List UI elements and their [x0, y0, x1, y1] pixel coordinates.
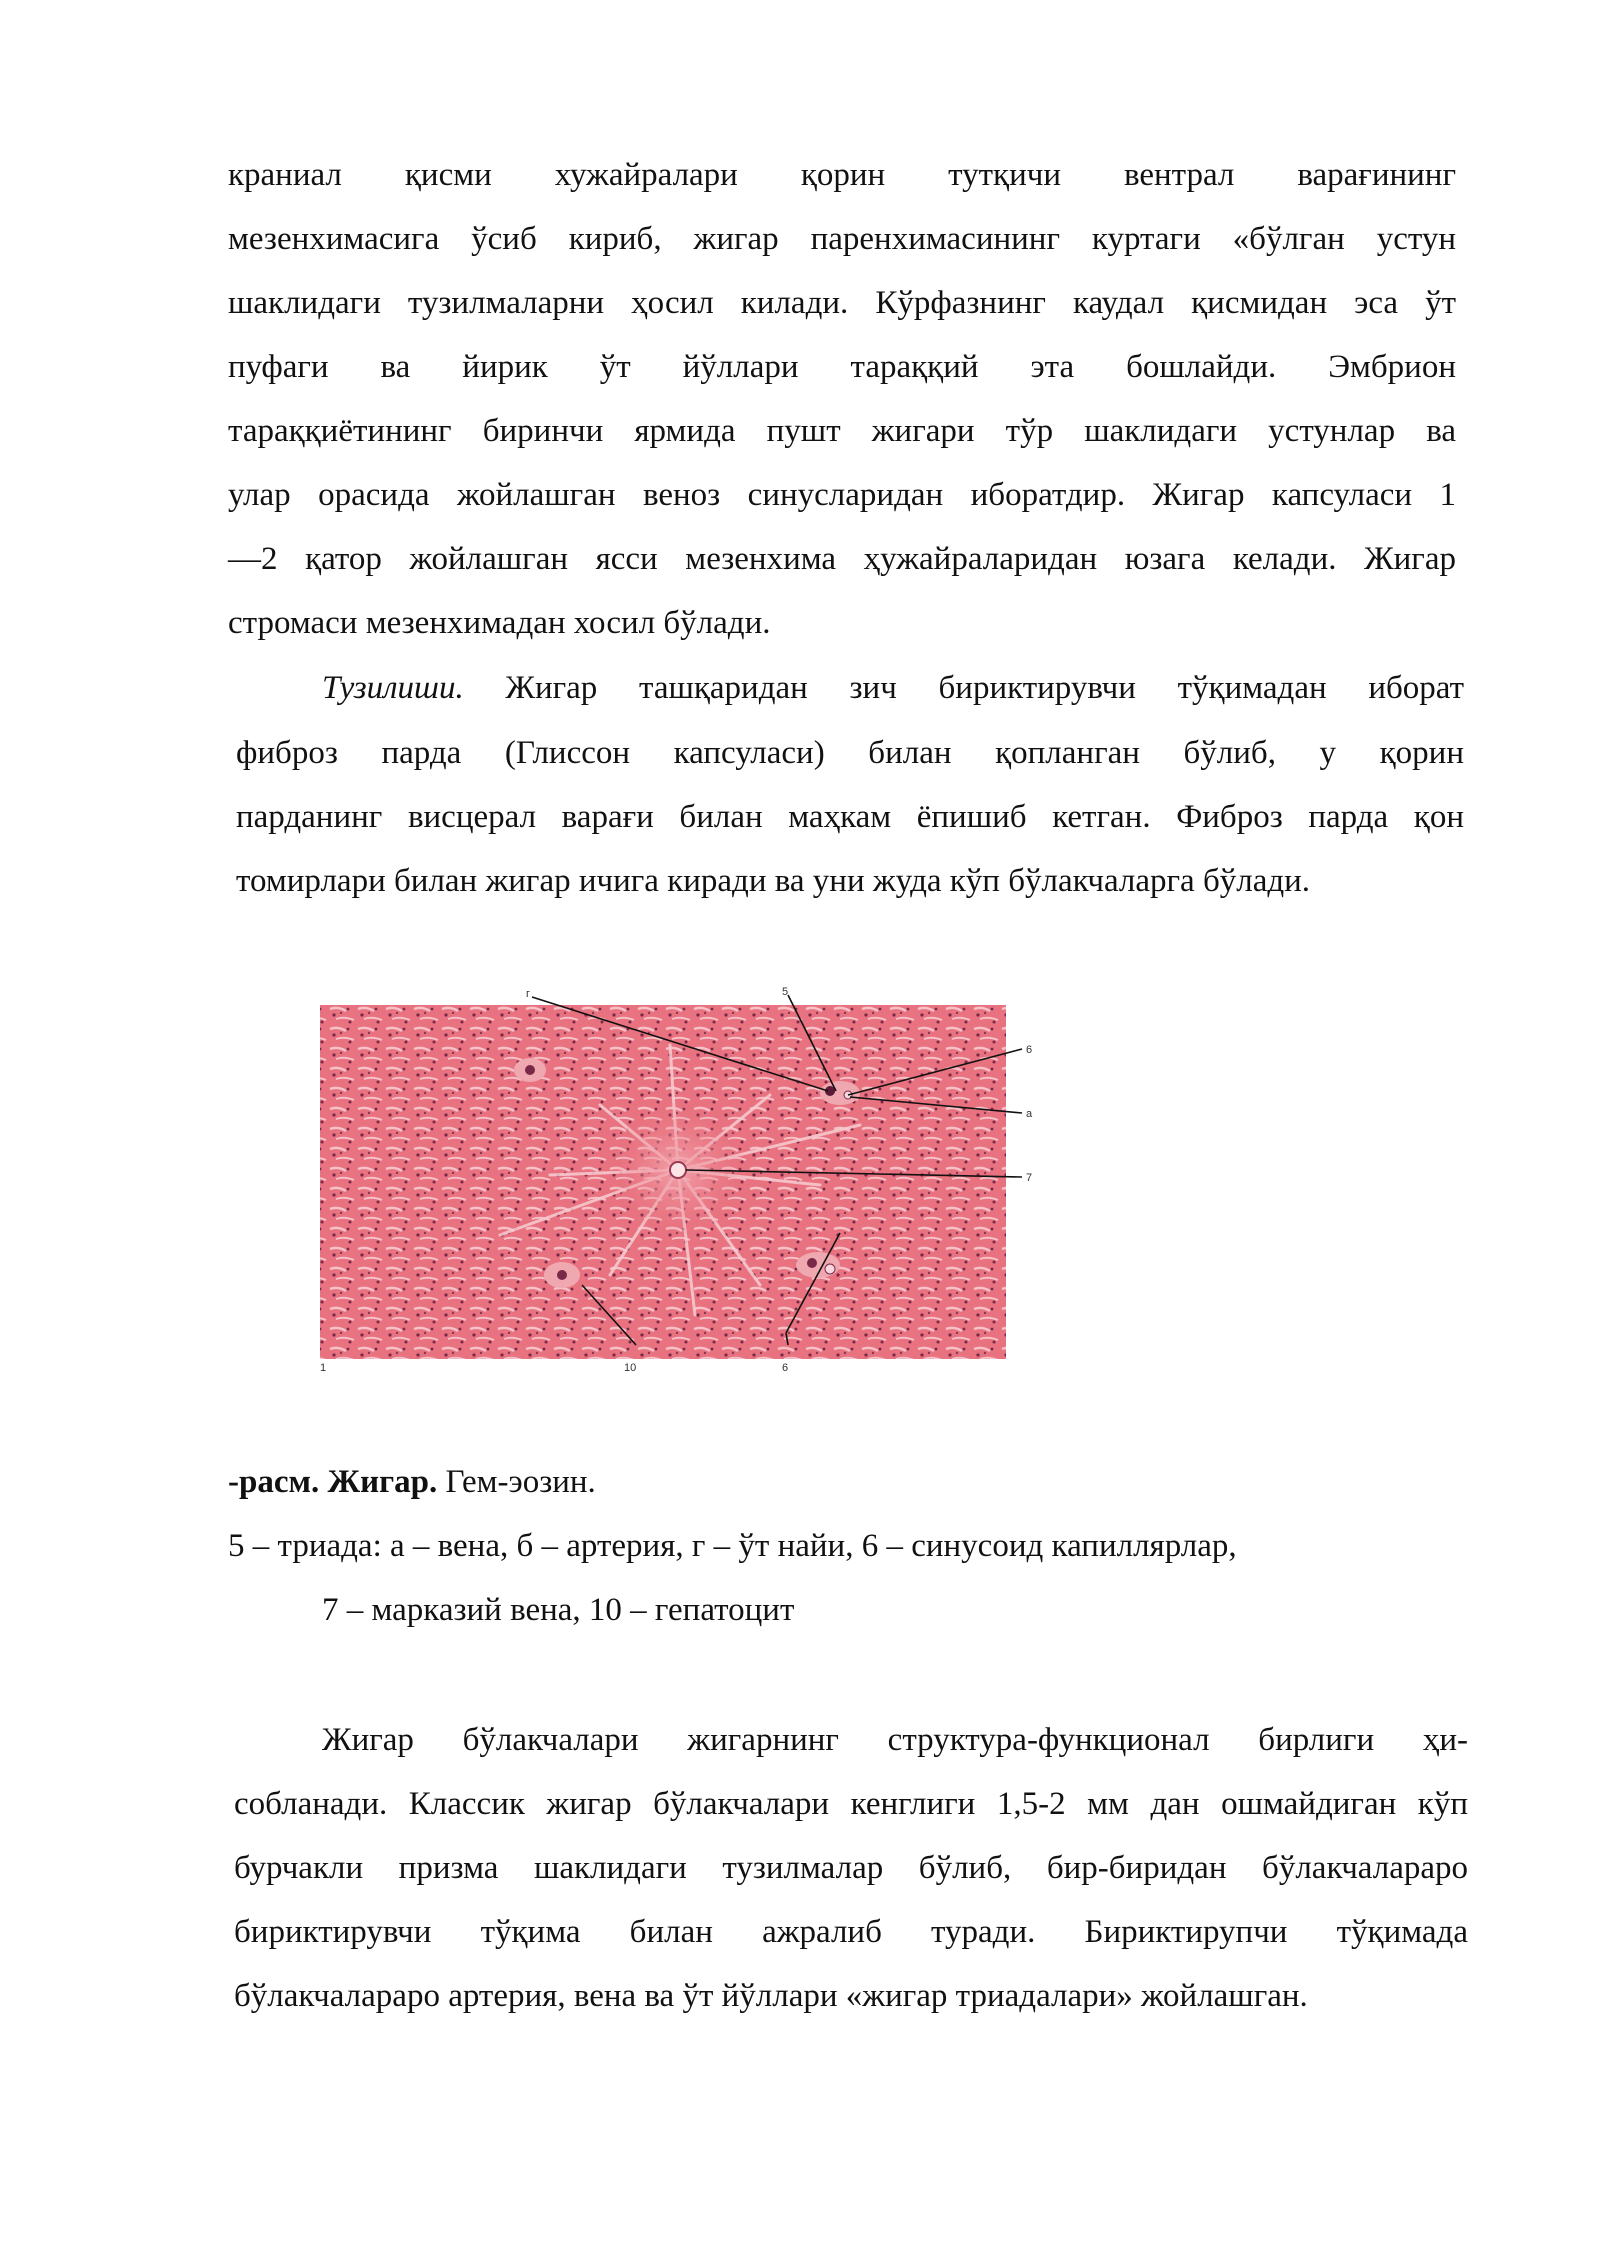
- paragraph-1-line-2: мезенхимасига ўсиб кириб, жигар паренхимасининг куртаги «бўлган устун: [228, 221, 1456, 257]
- label-g: г: [526, 988, 531, 1000]
- portal-triad-bottom-left: [544, 1262, 580, 1288]
- paragraph-1-line-5: тараққиётининг биринчи ярмида пушт жигари тўр шаклидаги устунлар ва: [228, 413, 1456, 449]
- section-heading-italic: Тузилиши.: [322, 670, 464, 706]
- central-vein: [670, 1162, 686, 1178]
- paragraph-1-line-8: стромаси мезенхимадан хосил бўлади.: [228, 605, 771, 641]
- paragraph-2-line-3: парданинг висцерал варағи билан маҳкам ёпишиб кетган. Фиброз парда қон: [236, 799, 1464, 835]
- figure-caption-legend-2: 7 – марказий вена, 10 – гепатоцит: [322, 1592, 795, 1628]
- liver-histology-figure: [300, 985, 1080, 1385]
- paragraph-2-line-1: [322, 668, 1464, 708]
- figure-caption-legend-1: 5 – триада: а – вена, б – артерия, г – ўт найи, 6 – синусоид капиллярлар,: [228, 1528, 1237, 1564]
- caption-bold: -расм. Жигар.: [228, 1464, 438, 1500]
- paragraph-1-line-4: пуфаги ва йирик ўт йўллари тараққий эта бошлайди. Эмбрион: [228, 349, 1456, 385]
- paragraph-2-line-2: фиброз парда (Глиссон капсуласи) билан қопланган бўлиб, у қорин: [236, 735, 1464, 771]
- label-6-bottom: 6: [782, 1362, 789, 1374]
- label-7: 7: [1026, 1172, 1033, 1184]
- label-5: 5: [782, 986, 789, 998]
- paragraph-1-line-1: краниал қисми хужайралари қорин тутқичи вентрал варағининг: [228, 157, 1456, 193]
- figure-svg: [300, 985, 1080, 1385]
- portal-triad-top-left: [514, 1058, 546, 1082]
- paragraph-1-line-6: улар орасида жойлашган веноз синусларидан иборатдир. Жигар капсуласи 1: [228, 477, 1456, 513]
- paragraph-1-line-3: шаклидаги тузилмаларни ҳосил килади. Кўрфазнинг каудал қисмидан эса ўт: [228, 285, 1456, 321]
- figure-caption-title: [228, 1462, 596, 1502]
- label-1: 1: [320, 1362, 327, 1374]
- label-6-top: 6: [1026, 1044, 1033, 1056]
- paragraph-3-line-2: собланади. Классик жигар бўлакчалари кенглиги 1,5-2 мм дан ошмайдиган кўп: [234, 1786, 1468, 1822]
- paragraph-1-line-7: —2 қатор жойлашган ясси мезенхима ҳужайраларидан юзага келади. Жигар: [228, 541, 1456, 577]
- caption-stain: Гем-эозин.: [437, 1464, 596, 1500]
- paragraph-2-line-4: томирлари билан жигар ичига киради ва уни жуда кўп бўлакчаларга бўлади.: [236, 863, 1311, 899]
- label-10: 10: [624, 1362, 637, 1374]
- paragraph-2-line-1-rest: Жигар ташқаридан зич бириктирувчи тўқимадан иборат: [463, 670, 1464, 706]
- paragraph-3-line-3: бурчакли призма шаклидаги тузилмалар бўлиб, бир-биридан бўлакчалараро: [234, 1850, 1468, 1886]
- paragraph-3-line-4: бириктирувчи тўқима билан ажралиб туради. Бириктирупчи тўқимада: [234, 1914, 1468, 1950]
- paragraph-3-line-1: Жигар бўлакчалари жигарнинг структура-функционал бирлиги ҳи-: [322, 1722, 1468, 1758]
- paragraph-3-line-5: бўлакчалараро артерия, вена ва ўт йўллари «жигар триадалари» жойлашган.: [234, 1978, 1308, 2014]
- label-a: а: [1026, 1108, 1033, 1120]
